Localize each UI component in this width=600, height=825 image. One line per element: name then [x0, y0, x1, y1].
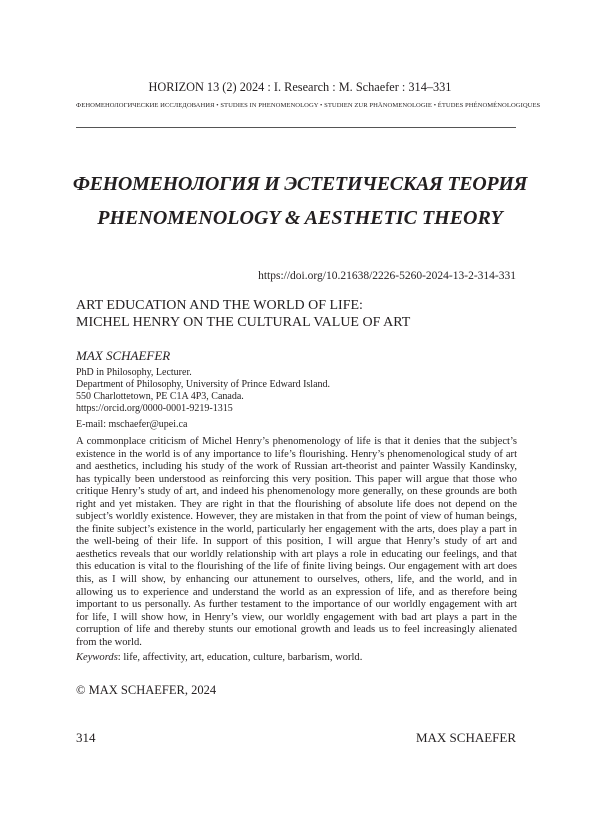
running-footer-author: MAX SCHAEFER [416, 730, 516, 746]
article-title-line-2: MICHEL HENRY ON THE CULTURAL VALUE OF ART [76, 314, 410, 331]
affiliation-department: Department of Philosophy, University of Prince Edward Island. [76, 379, 330, 391]
keywords [76, 652, 517, 663]
affiliation-address: 550 Charlottetown, PE C1A 4P3, Canada. [76, 391, 330, 403]
section-title-english: PHENOMENOLOGY & AESTHETIC THEORY [0, 207, 600, 230]
page-number: 314 [76, 730, 96, 746]
author-name: MAX SCHAEFER [76, 348, 170, 364]
journal-series-line: ФЕНОМЕНОЛОГИЧЕСКИЕ ИССЛЕДОВАНИЯ • STUDIES IN PHENOMENOLOGY • STUDIEN ZUR PHÄNOMENOLOGIE • ÉTUDES PHÉNOMÉNOLOGIQUES [76, 102, 523, 109]
article-title [76, 297, 410, 331]
author-email[interactable]: E-mail: mschaefer@upei.ca [76, 419, 187, 430]
orcid-link[interactable]: https://orcid.org/0000-0001-9219-1315 [76, 403, 330, 415]
keywords-list: : life, affectivity, art, education, culture, barbarism, world. [118, 652, 363, 663]
journal-citation-line: HORIZON 13 (2) 2024 : I. Research : M. Schaefer : 314–331 [0, 80, 600, 95]
section-title-russian: ФЕНОМЕНОЛОГИЯ И ЭСТЕТИЧЕСКАЯ ТЕОРИЯ [0, 173, 600, 196]
abstract-text: A commonplace criticism of Michel Henry’s phenomenology of life is that it denies that the subject’s existence in the world is of any importance to life’s flourishing. Henry’s phenomenological study of art and aesthetics, including his study of the work of Russian art-theorist and painter Wassily Kandinsky, has typically been understood as reinforcing this very position. This paper will argue that those who critique Henry’s study of art, and indeed his phenomenology more generally, on these grounds are both right and yet mistaken. They are right in that the flourishing of absolute life does not depend on the subject’s worldly existence. However, they are mistaken in that from the point of view of human beings, the finite subject’s existence in the world, particularly her engagement with the arts, does play a part in the well-being of their life. In support of this position, I will argue that Henry’s study of art and aesthetics reveals that our worldly relationship with art plays a role in educating our feelings, and that this education is vital to the flourishing of the life of finite living beings. Our engagement with art does this, as I will show, by enhancing our attunement to ourselves, others, life, and the world, and in allowing us to experience and understand the world as an expression of life, and as therefore being important to us personally. As further testament to the importance of our worldly engagement with art for life, I will show how, in Henry’s view, our worldly engagement with bad art plays a part in the corruption of life and thereby stunts our emotional growth and leads us to feel increasingly alienated from the world. [76, 436, 517, 649]
article-title-line-1: ART EDUCATION AND THE WORLD OF LIFE: [76, 297, 410, 314]
author-affiliation [76, 367, 330, 415]
keywords-label: Keywords [76, 652, 118, 663]
copyright-notice: © MAX SCHAEFER, 2024 [76, 683, 216, 698]
doi-link[interactable]: https://doi.org/10.21638/2226-5260-2024-13-2-314-331 [258, 270, 516, 282]
header-divider [76, 127, 516, 128]
affiliation-degree: PhD in Philosophy, Lecturer. [76, 367, 330, 379]
